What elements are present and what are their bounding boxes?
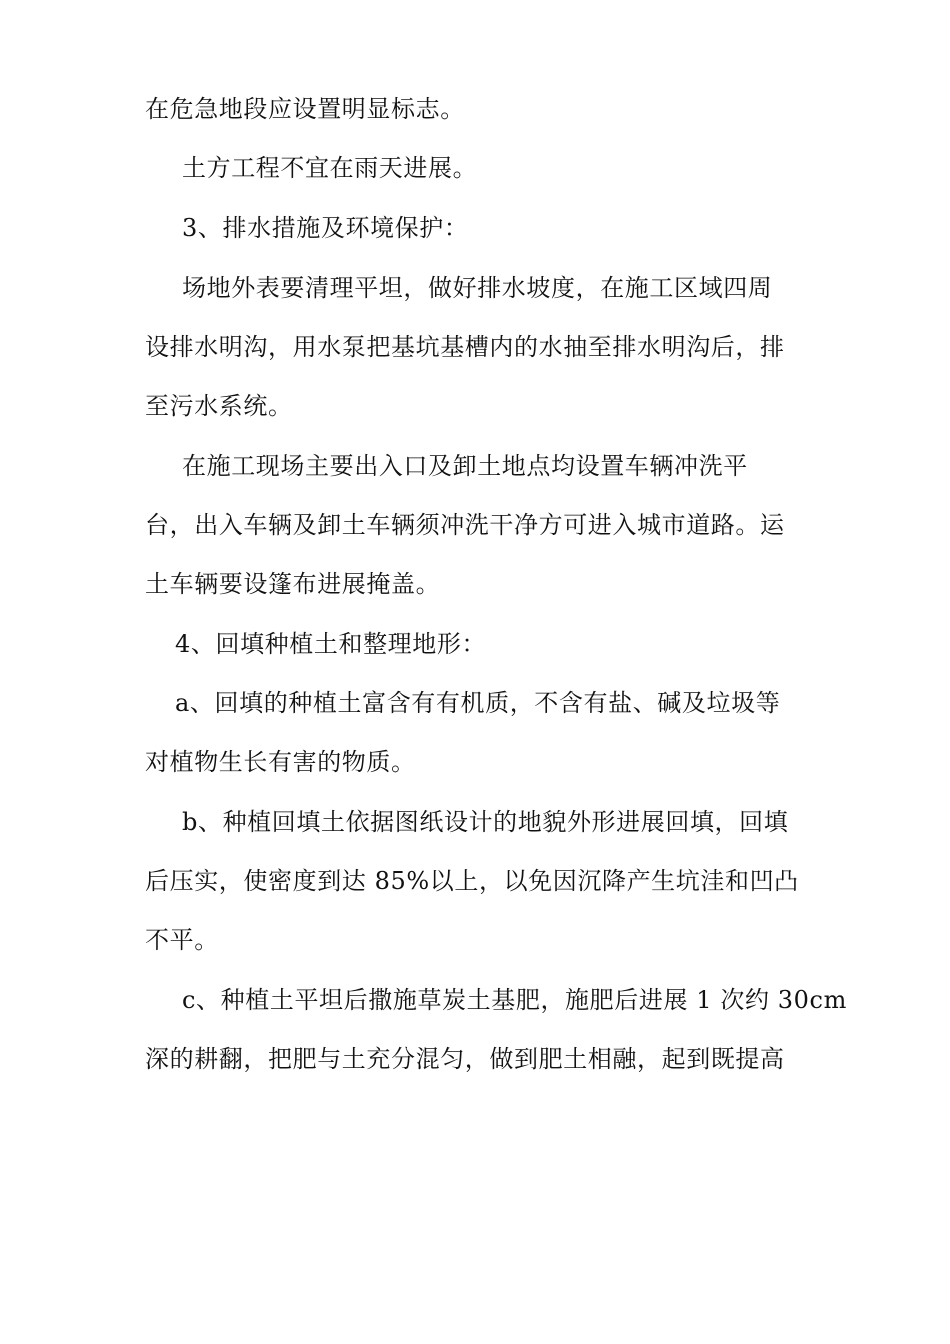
text-line-1: 在危急地段应设置明显标志。 [145,95,465,123]
section-heading-drainage: 3、排水措施及环境保护： [182,214,469,242]
text-line-15: 不平。 [145,926,219,954]
text-line-7: 在施工现场主要出入口及卸土地点均设置车辆冲洗平 [182,452,748,480]
text-line-13: b、种植回填土依据图纸设计的地貌外形进展回填，回填 [182,808,789,836]
text-line-16: c、种植土平坦后撒施草炭土基肥，施肥后进展 1 次约 30cm [182,986,847,1014]
text-line-6: 至污水系统。 [145,392,293,420]
text-line-17: 深的耕翻，把肥与土充分混匀，做到肥土相融，起到既提高 [145,1045,785,1073]
text-line-9: 土车辆要设篷布进展掩盖。 [145,570,441,598]
text-line-11: a、回填的种植土富含有有机质，不含有盐、碱及垃圾等 [175,689,781,717]
text-line-8: 台，出入车辆及卸土车辆须冲洗干净方可进入城市道路。运 [145,511,785,539]
text-line-5: 设排水明沟，用水泵把基坑基槽内的水抽至排水明沟后，排 [145,333,785,361]
text-line-12: 对植物生长有害的物质。 [145,748,416,776]
text-line-14: 后压实，使密度到达 85%以上，以免因沉降产生坑洼和凹凸 [145,867,799,895]
text-line-4: 场地外表要清理平坦，做好排水坡度，在施工区域四周 [182,274,773,302]
text-line-2: 土方工程不宜在雨天进展。 [182,154,478,182]
section-heading-backfill: 4、回填种植土和整理地形： [175,630,487,658]
